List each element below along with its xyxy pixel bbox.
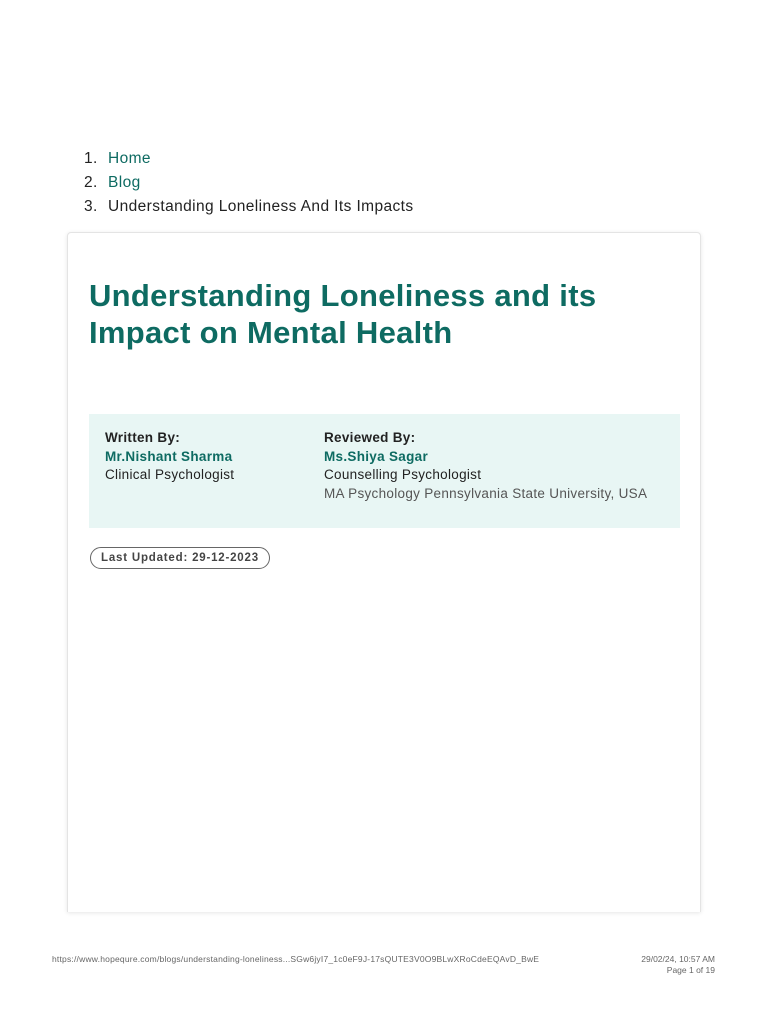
breadcrumb-number: 3. bbox=[84, 198, 98, 215]
reviewed-by-section bbox=[324, 429, 647, 503]
print-footer-datetime: 29/02/24, 10:57 AM bbox=[641, 954, 715, 964]
author-info-box bbox=[89, 414, 680, 528]
breadcrumb-item-blog bbox=[84, 171, 414, 195]
print-footer-page: Page 1 of 19 bbox=[666, 965, 715, 975]
written-by-section bbox=[105, 429, 234, 485]
author-role: Clinical Psychologist bbox=[105, 467, 235, 482]
print-footer-info bbox=[641, 954, 715, 976]
print-footer-url: https://www.hopequre.com/blogs/understanding-loneliness...SGw6jyI7_1c0eF9J-17sQUTE3V0O9BLwXRoCdeEQAvD_BwE bbox=[52, 954, 540, 964]
breadcrumb-number: 1. bbox=[84, 150, 98, 167]
breadcrumb-item-home bbox=[84, 147, 414, 171]
breadcrumb-current-page: Understanding Loneliness And Its Impacts bbox=[108, 198, 414, 215]
last-updated-badge: Last Updated: 29-12-2023 bbox=[90, 547, 270, 569]
written-by-label: Written By: bbox=[105, 430, 181, 445]
reviewer-qualification: MA Psychology Pennsylvania State University, USA bbox=[324, 485, 648, 501]
breadcrumb-link-home[interactable]: Home bbox=[108, 150, 151, 167]
reviewer-name[interactable]: Ms.Shiya Sagar bbox=[324, 448, 428, 464]
breadcrumb-link-blog[interactable]: Blog bbox=[108, 174, 141, 191]
article-card bbox=[67, 232, 701, 912]
article-title: Understanding Loneliness and its Impact on Mental Health bbox=[89, 278, 597, 350]
reviewed-by-label: Reviewed By: bbox=[324, 430, 416, 445]
reviewer-role: Counselling Psychologist bbox=[324, 467, 482, 482]
breadcrumb bbox=[84, 147, 414, 219]
author-name[interactable]: Mr.Nishant Sharma bbox=[105, 448, 233, 464]
breadcrumb-number: 2. bbox=[84, 174, 98, 191]
breadcrumb-item-current bbox=[84, 195, 414, 219]
